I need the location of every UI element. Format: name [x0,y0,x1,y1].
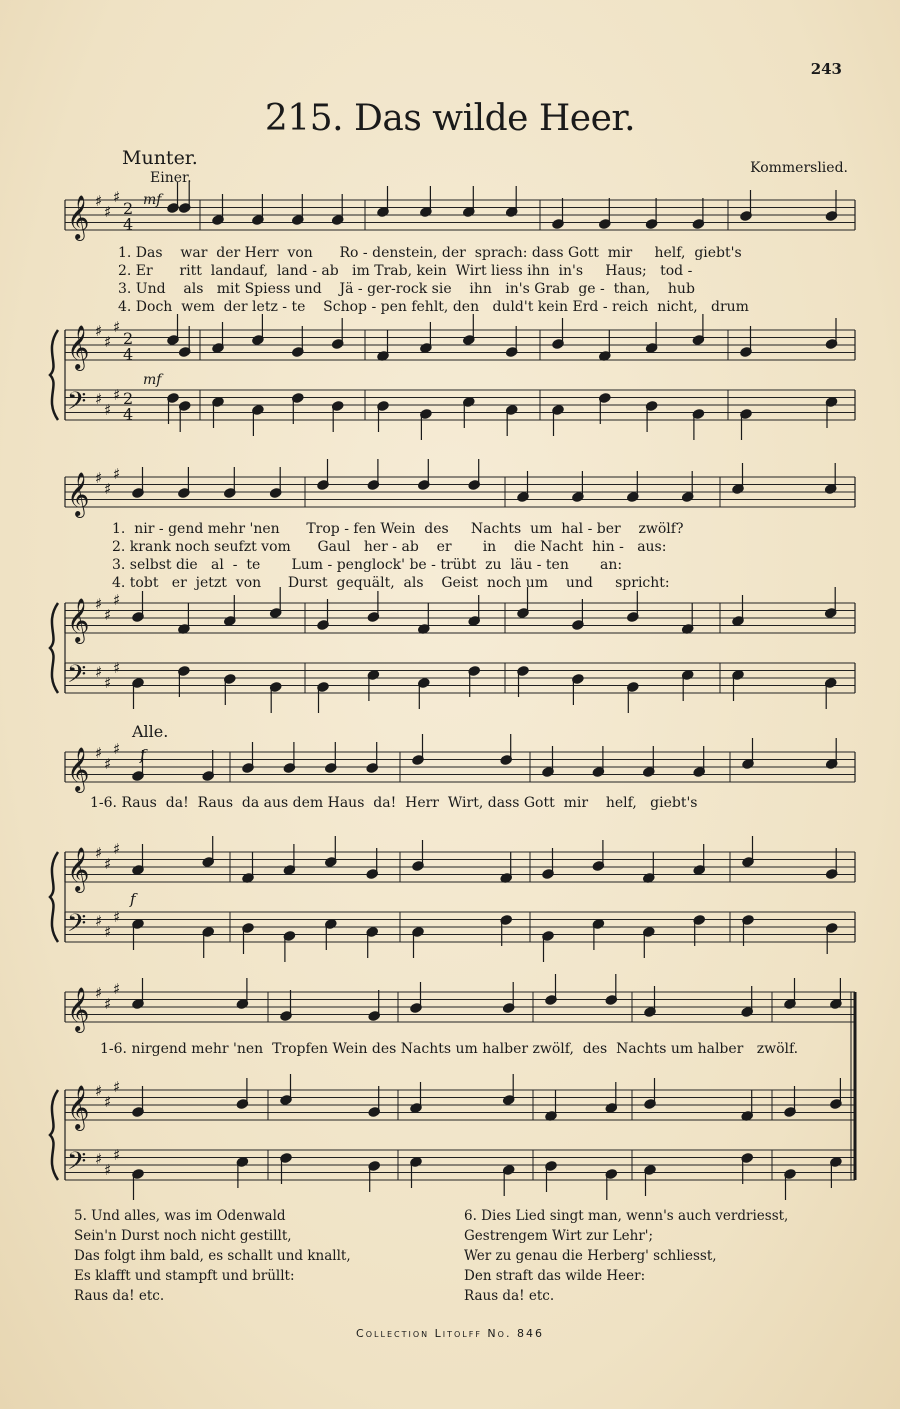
page-number: 243 [810,60,842,78]
verse-5-line: Raus da! etc. [74,1288,165,1304]
sharp-icon: ♯ [104,923,112,941]
sharp-icon: ♯ [95,469,103,487]
tutti-marking: Alle. [132,722,169,741]
song-title: 215. Das wilde Heer. [264,98,636,139]
sharp-icon: ♯ [104,674,112,692]
time-signature-bottom: 4 [123,345,134,364]
sharp-icon: ♯ [104,333,112,351]
sharp-icon: ♯ [113,465,121,483]
verse-5 [74,1206,351,1306]
bass-clef-icon: 𝄢 [67,387,87,422]
verse-6-line: 6. Dies Lied singt man, wenn's auch verdriesst, [464,1208,789,1224]
lyric-line-2-4: 4. tobt er jetzt von Durst gequält, als Geist noch um und spricht: [112,575,670,591]
brace [50,330,58,420]
sharp-icon: ♯ [113,1078,121,1096]
sharp-icon: ♯ [95,322,103,340]
bass-clef-icon: 𝄢 [67,1147,87,1182]
sharp-icon: ♯ [113,591,121,609]
solo-marking: Einer. [150,170,192,186]
lyric-line-1-1: 1. Das war der Herr von Ro - denstein, der sprach: dass Gott mir helf, giebt's [118,245,742,261]
sharp-icon: ♯ [113,1146,121,1164]
publisher-footer: Collection Litolff No. 846 [356,1327,544,1340]
verse-6-line: Gestrengem Wirt zur Lehr'; [464,1228,654,1244]
treble-clef-icon: 𝄞 [67,1085,90,1129]
lyric-line-1-2: 2. Er ritt landauf, land - ab im Trab, kein Wirt liess ihn in's Haus; tod - [118,263,693,279]
treble-clef-icon: 𝄞 [67,325,90,369]
sharp-icon: ♯ [104,1093,112,1111]
sharp-icon: ♯ [113,980,121,998]
sharp-icon: ♯ [113,740,121,758]
sharp-icon: ♯ [113,840,121,858]
genre-label: Kommerslied. [750,160,848,176]
sharp-icon: ♯ [104,855,112,873]
time-signature-top: 2 [123,329,134,348]
verse-5-line: Das folgt ihm bald, es schallt und knallt, [74,1248,351,1264]
treble-clef-icon: 𝄞 [67,987,90,1031]
time-signature-top: 2 [123,389,134,408]
treble-clef-icon: 𝄞 [67,598,90,642]
sharp-icon: ♯ [104,995,112,1013]
brace [50,852,58,942]
verse-5-line: Es klafft und stampft und brüllt: [74,1268,295,1284]
sharp-icon: ♯ [95,744,103,762]
verse-6-line: Den straft das wilde Heer: [464,1268,646,1284]
verse-6-line: Wer zu genau die Herberg' schliesst, [464,1248,717,1264]
treble-clef-icon: 𝄞 [67,195,90,239]
sharp-icon: ♯ [95,390,103,408]
bass-clef-icon: 𝄢 [67,909,87,944]
brace [50,603,58,693]
sharp-icon: ♯ [113,908,121,926]
sharp-icon: ♯ [95,984,103,1002]
verse-5-line: 5. Und alles, was im Odenwald [74,1208,286,1224]
verse-6 [464,1206,788,1306]
tempo-marking: Munter. [122,147,198,169]
lyric-line-2-3: 3. selbst die al - te Lum - penglock' be - trübt zu läu - ten an: [112,557,623,573]
lyric-line-4: 1-6. nirgend mehr 'nen Tropfen Wein des Nachts um halber zwölf, des Nachts um halber zwölf. [100,1041,799,1057]
sharp-icon: ♯ [113,659,121,677]
sharp-icon: ♯ [95,844,103,862]
dynamic-mf: mf [143,372,162,388]
sharp-icon: ♯ [113,318,121,336]
treble-clef-icon: 𝄞 [67,472,90,516]
sharp-icon: ♯ [95,1150,103,1168]
lyric-line-3: 1-6. Raus da! Raus da aus dem Haus da! Herr Wirt, dass Gott mir helf, giebt's [90,795,698,811]
sharp-icon: ♯ [95,595,103,613]
sharp-icon: ♯ [95,1082,103,1100]
sharp-icon: ♯ [95,663,103,681]
time-signature-bottom: 4 [123,405,134,424]
sharp-icon: ♯ [104,606,112,624]
sharp-icon: ♯ [104,401,112,419]
verse-5-line: Sein'n Durst noch nicht gestillt, [74,1228,292,1244]
dynamic-f: f [130,890,136,908]
dynamic-f: f [140,746,146,764]
sharp-icon: ♯ [95,192,103,210]
lyric-line-1-3: 3. Und als mit Spiess und Jä - ger-rock sie ihn in's Grab ge - than, hub [118,281,695,297]
dynamic-mf: mf [143,192,162,208]
sharp-icon: ♯ [104,480,112,498]
treble-clef-icon: 𝄞 [67,847,90,891]
verse-6-line: Raus da! etc. [464,1288,555,1304]
lyric-line-1-4: 4. Doch wem der letz - te Schop - pen fehlt, den duld't kein Erd - reich nicht, drum [118,299,749,315]
sharp-icon: ♯ [104,1161,112,1179]
lyric-line-2-1: 1. nir - gend mehr 'nen Trop - fen Wein des Nachts um hal - ber zwölf? [112,521,684,537]
sharp-icon: ♯ [104,755,112,773]
bass-clef-icon: 𝄢 [67,660,87,695]
lyric-line-2-2: 2. krank noch seufzt vom Gaul her - ab er in die Nacht hin - aus: [112,539,667,555]
time-signature-top: 2 [123,199,134,218]
sharp-icon: ♯ [113,386,121,404]
sharp-icon: ♯ [113,188,121,206]
treble-clef-icon: 𝄞 [67,747,90,791]
sharp-icon: ♯ [95,912,103,930]
time-signature-bottom: 4 [123,215,134,234]
brace [50,1090,58,1180]
sharp-icon: ♯ [104,203,112,221]
